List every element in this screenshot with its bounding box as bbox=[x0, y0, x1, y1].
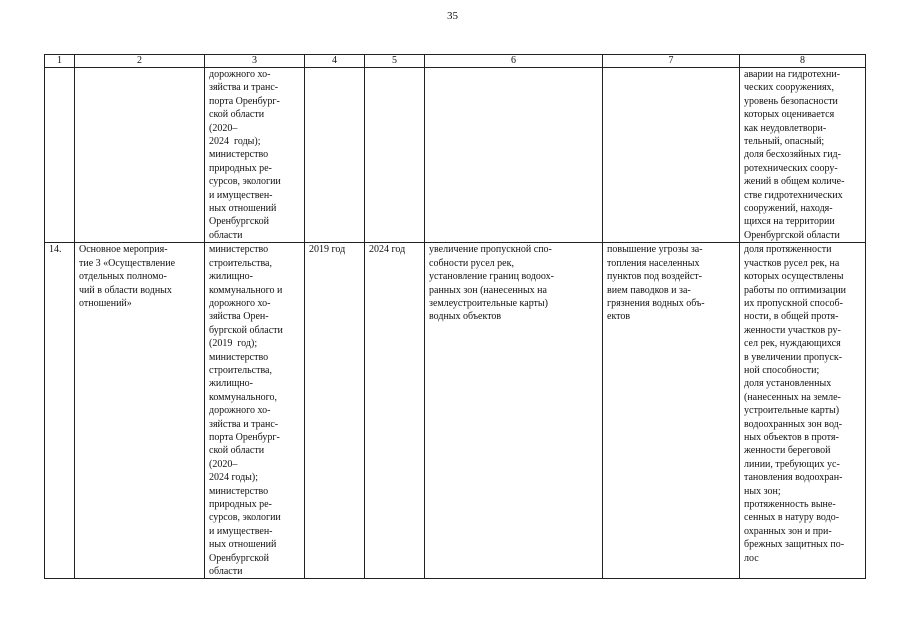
indicators-cell: доля протяженности участков русел рек, на которых осуществлены работы по оптимизации их пропускной способ- ности, в общей протя- женности участков ру- сел рек, нуждающихся в увеличении пропуск- ной способности; доля установленных (нанесенных на земле- устроительные карты) водоохранных зон вод- ных объектов в протя- женности береговой линии, требующих ус- тановления водоохран- ных зон; протяженность выне- сенных в натуру водо- охранных зон и при- брежных защитных по- лос bbox=[740, 243, 866, 579]
header-cell-3: 3 bbox=[205, 55, 305, 68]
start-year-cell bbox=[305, 68, 365, 243]
table-row bbox=[45, 68, 866, 243]
row-number-cell: 14. bbox=[45, 243, 75, 579]
expected-result-cell bbox=[425, 68, 603, 243]
program-table bbox=[44, 54, 866, 579]
header-cell-8: 8 bbox=[740, 55, 866, 68]
activity-name-cell: Основное мероприя- тие 3 «Осуществление отдельных полномо- чий в области водных отношений» bbox=[75, 243, 205, 579]
indicators-cell: аварии на гидротехни- ческих сооружениях, уровень безопасности которых оценивается как неудовлетвори- тельный, опасный; доля бесхозяйных гид- ротехнических соору- жений в общем количе- стве гидротехнических сооружений, находя- щихся на территории Оренбургской области bbox=[740, 68, 866, 243]
header-cell-5: 5 bbox=[365, 55, 425, 68]
executor-cell: дорожного хо- зяйства и транс- порта Оренбург- ской области (2020– 2024 годы); министерство природных ре- сурсов, экологии и имуществен- ных отношений Оренбургской области bbox=[205, 68, 305, 243]
row-number-cell bbox=[45, 68, 75, 243]
executor-cell: министерство строительства, жилищно- коммунального и дорожного хо- зяйства Орен- бургской области (2019 год); министерство строительства, жилищно- коммунального, дорожного хо- зяйства и транс- порта Оренбург- ской области (2020– 2024 годы); министерство природных ре- сурсов, экологии и имуществен- ных отношений Оренбургской области bbox=[205, 243, 305, 579]
header-cell-2: 2 bbox=[75, 55, 205, 68]
activity-name-cell bbox=[75, 68, 205, 243]
expected-result-cell: увеличение пропускной спо- собности русел рек, установление границ водоох- ранных зон (нанесенных на землеустроительные карты) водных объектов bbox=[425, 243, 603, 579]
header-cell-6: 6 bbox=[425, 55, 603, 68]
header-cell-7: 7 bbox=[603, 55, 740, 68]
end-year-cell bbox=[365, 68, 425, 243]
consequences-cell: повышение угрозы за- топления населенных пунктов под воздейст- вием паводков и за- грязнения водных объ- ектов bbox=[603, 243, 740, 579]
consequences-cell bbox=[603, 68, 740, 243]
header-cell-1: 1 bbox=[45, 55, 75, 68]
page-number: 35 bbox=[447, 10, 458, 22]
end-year-cell: 2024 год bbox=[365, 243, 425, 579]
table-row bbox=[45, 243, 866, 579]
header-row bbox=[45, 55, 866, 68]
header-cell-4: 4 bbox=[305, 55, 365, 68]
start-year-cell: 2019 год bbox=[305, 243, 365, 579]
